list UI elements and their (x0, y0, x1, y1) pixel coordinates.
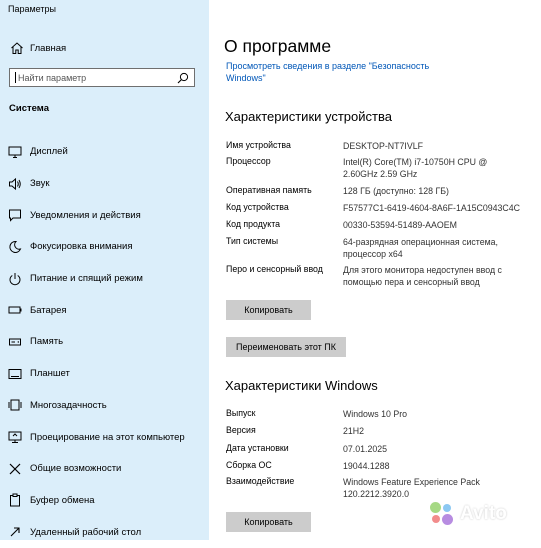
avito-logo-icon (428, 500, 456, 528)
home-icon (9, 40, 25, 56)
nav-item-label: Батарея (30, 304, 67, 316)
spec-value: Windows Feature Experience Pack 120.2212.3920.0 (343, 477, 480, 499)
copy-device-specs-button[interactable]: Копировать (226, 300, 311, 320)
spec-key: Тип системы (226, 236, 279, 246)
spec-value: 00330-53594-51489-AAOEM (343, 220, 457, 230)
nav-item-power-sleep[interactable] (0, 263, 209, 295)
nav-item-label: Питание и спящий режим (30, 273, 143, 285)
sound-icon (7, 176, 23, 192)
remote-desktop-icon (7, 524, 23, 540)
spec-value: Intel(R) Core(TM) i7-10750H CPU @ 2.60GHz 2.59 GHz (343, 157, 488, 179)
nav-item-label: Уведомления и действия (30, 209, 141, 221)
spec-key: Код устройства (226, 202, 289, 212)
spec-value: 128 ГБ (доступно: 128 ГБ) (343, 186, 449, 196)
nav-item-label: Звук (30, 178, 50, 190)
nav-item-focus-assist[interactable] (0, 231, 209, 263)
avito-watermark (428, 500, 507, 528)
tablet-icon (7, 366, 23, 382)
spec-key: Оперативная память (226, 185, 312, 195)
copy-windows-specs-button[interactable]: Копировать (226, 512, 311, 532)
nav-item-remote-desktop[interactable] (0, 516, 209, 548)
storage-icon (7, 334, 23, 350)
spec-key: Взаимодействие (226, 476, 295, 486)
projecting-icon (7, 429, 23, 445)
page-title: О программе (224, 36, 332, 56)
nav-item-display[interactable] (0, 136, 209, 168)
nav-item-label: Буфер обмена (30, 494, 95, 506)
nav-item-shared-experiences[interactable] (0, 453, 209, 485)
nav-item-battery[interactable] (0, 294, 209, 326)
sidebar (0, 0, 209, 540)
power-icon (7, 271, 23, 287)
nav-item-notifications[interactable] (0, 199, 209, 231)
nav-item-tablet[interactable] (0, 358, 209, 390)
nav-item-label: Фокусировка внимания (30, 241, 133, 253)
spec-key: Сборка ОС (226, 460, 272, 470)
spec-key: Перо и сенсорный ввод (226, 264, 323, 274)
nav-item-clipboard[interactable] (0, 485, 209, 517)
nav-item-label: Планшет (30, 368, 70, 380)
notifications-icon (7, 207, 23, 223)
nav-item-multitasking[interactable] (0, 390, 209, 422)
spec-value: 21H2 (343, 426, 365, 436)
spec-value: DESKTOP-NT7IVLF (343, 141, 424, 151)
windows-specs-heading: Характеристики Windows (225, 378, 378, 393)
rename-pc-button[interactable]: Переименовать этот ПК (226, 337, 346, 357)
spec-key: Версия (226, 425, 256, 435)
spec-value: 19044.1288 (343, 461, 390, 471)
nav-home-label: Главная (30, 42, 67, 54)
nav-item-label: Многозадачность (30, 399, 107, 411)
watermark-text: Avito (460, 503, 507, 524)
spec-value: 07.01.2025 (343, 444, 388, 454)
multitasking-icon (7, 397, 23, 413)
security-link[interactable]: Просмотреть сведения в разделе "Безопасность Windows" (226, 61, 430, 83)
nav-item-storage[interactable] (0, 326, 209, 358)
spec-key: Код продукта (226, 219, 281, 229)
spec-key: Выпуск (226, 408, 256, 418)
nav-home[interactable] (0, 38, 209, 58)
nav-item-label: Проецирование на этот компьютер (30, 431, 185, 443)
nav-item-label: Общие возможности (30, 463, 122, 475)
spec-value: F57577C1-6419-4604-8A6F-1A15C0943C4C (343, 203, 521, 213)
device-specs-heading: Характеристики устройства (225, 109, 392, 124)
search-icon[interactable] (177, 72, 189, 84)
nav-item-label: Память (30, 336, 64, 348)
spec-value: Windows 10 Pro (343, 409, 408, 419)
spec-value: 64-разрядная операционная система, процессор x64 (343, 237, 498, 259)
shared-experiences-icon (7, 461, 23, 477)
spec-key: Имя устройства (226, 140, 291, 150)
nav-item-label: Дисплей (30, 146, 68, 158)
nav-item-sound[interactable] (0, 168, 209, 200)
battery-icon (7, 302, 23, 318)
nav-list (0, 136, 209, 548)
section-title: Система (9, 103, 49, 114)
spec-key: Дата установки (226, 443, 289, 453)
display-icon (7, 144, 23, 160)
clipboard-icon (7, 492, 23, 508)
window-title: Параметры (8, 4, 56, 14)
spec-value: Для этого монитора недоступен ввод с помощью пера и сенсорный ввод (343, 265, 502, 287)
main-content (209, 0, 541, 540)
nav-item-projecting[interactable] (0, 421, 209, 453)
nav-item-label: Удаленный рабочий стол (30, 526, 142, 538)
spec-key: Процессор (226, 156, 271, 166)
search-input[interactable] (14, 69, 168, 86)
moon-icon (7, 239, 23, 255)
search-box[interactable] (9, 68, 195, 87)
